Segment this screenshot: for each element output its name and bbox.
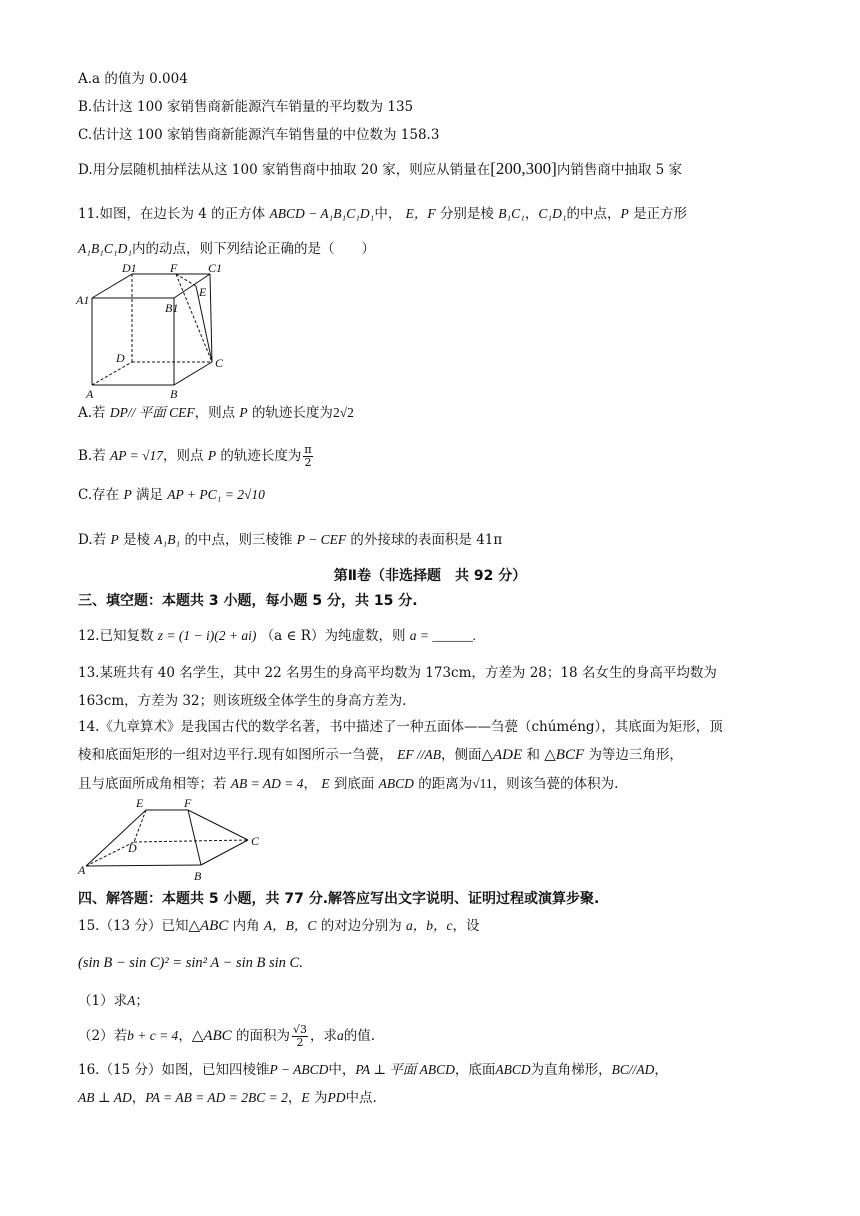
q11-point-p: P bbox=[123, 487, 132, 502]
q11-text: ，则点 bbox=[163, 448, 204, 464]
q11-text: A.若 bbox=[78, 405, 106, 421]
q15-line1 bbox=[78, 917, 480, 935]
q11-text: 是正方形 bbox=[633, 206, 688, 222]
cube-label: E bbox=[199, 285, 207, 299]
q11-text: B.若 bbox=[78, 448, 106, 464]
q15-text: 内角 bbox=[232, 918, 260, 934]
q12-text: （a ∈ R）为纯虚数，则 bbox=[260, 628, 406, 644]
fraction-denominator: 2 bbox=[296, 1036, 304, 1049]
q14-math: √11 bbox=[472, 776, 493, 791]
q16-text: 为直角梯形， bbox=[530, 1062, 612, 1078]
chumeng-label: F bbox=[184, 796, 192, 810]
q11-text: 分别是棱 bbox=[439, 206, 494, 222]
q11-option-c bbox=[78, 486, 265, 504]
q11-math: AP = √17 bbox=[110, 448, 164, 463]
chumeng-label: C bbox=[251, 834, 260, 848]
q11-line1 bbox=[78, 205, 687, 223]
q11-option-b bbox=[78, 444, 315, 469]
q15-math: a bbox=[337, 1028, 344, 1043]
q10-option-d bbox=[78, 160, 682, 179]
q16-text: 中点. bbox=[345, 1090, 377, 1106]
q14-text: 和 bbox=[526, 747, 540, 763]
cube-label: A1 bbox=[76, 293, 90, 307]
q14-math: EF //AB bbox=[397, 747, 441, 762]
q14-text: ，则该刍甍的体积为. bbox=[492, 776, 619, 792]
q15-math: △ABC bbox=[191, 1028, 232, 1044]
q15-part2 bbox=[78, 1024, 375, 1049]
q10-option-d-post: 内销售商中抽取 5 家 bbox=[556, 162, 682, 178]
cube-label: A bbox=[86, 387, 94, 401]
q15-math: A，B，C bbox=[263, 918, 317, 933]
section4-title: 四、解答题：本题共 5 小题，共 77 分.解答应写出文字说明、证明过程或演算步聚. bbox=[78, 891, 600, 907]
q12-math: z = (1 − i)(2 + ai) bbox=[157, 628, 257, 643]
q15-line2 bbox=[78, 954, 303, 972]
q14-math: △ADE bbox=[481, 747, 523, 763]
fraction bbox=[303, 444, 312, 469]
q15-text: 的面积为 bbox=[235, 1028, 290, 1044]
chumeng-label: A bbox=[78, 863, 86, 877]
q15-text: （1）求 bbox=[78, 993, 128, 1009]
q10-option-a: A.a 的值为 0.004 bbox=[78, 71, 188, 87]
q11-text: D.若 bbox=[78, 532, 107, 548]
chumeng-label: D bbox=[128, 841, 137, 855]
q16-math: P − ABCD bbox=[269, 1062, 329, 1077]
q14-line1: 14.《九章算术》是我国古代的数学名著，书中描述了一种五面体——刍甍（chúméng），其底面为矩形，顶 bbox=[78, 719, 723, 735]
cube-label: B bbox=[170, 387, 178, 401]
q15-text: ； bbox=[135, 993, 149, 1009]
q14-math: AB = AD = 4 bbox=[230, 776, 304, 791]
q11-text: 是棱 bbox=[122, 532, 150, 548]
q15-math: △ABC bbox=[188, 918, 229, 934]
part2-title: 第Ⅱ卷（非选择题 共 92 分） bbox=[333, 568, 527, 584]
cube-label: D bbox=[116, 351, 125, 365]
q15-text: 的对边分别为 bbox=[320, 918, 402, 934]
q10-option-d-pre: D.用分层随机抽样法从这 100 家销售商中抽取 20 家，则应从销量在 bbox=[78, 162, 491, 178]
cube-label: C1 bbox=[208, 262, 223, 275]
q15-text: 15.（13 分）已知 bbox=[78, 918, 189, 934]
q11-face-name: A₁B₁C₁D₁ bbox=[78, 241, 133, 256]
q11-text: 的中点， bbox=[566, 206, 621, 222]
q11-text: ， bbox=[524, 206, 539, 222]
q15-text: 的值. bbox=[343, 1028, 376, 1044]
cube-figure bbox=[72, 262, 242, 402]
q16-text: 为 bbox=[313, 1090, 328, 1106]
q13-line1: 13.某班共有 40 名学生，其中 22 名男生的身高平均数为 173cm，方差为 28；18 名女生的身高平均数为 bbox=[78, 665, 717, 681]
q11-points-ef: E，F bbox=[405, 206, 436, 221]
chumeng-label: E bbox=[136, 796, 144, 810]
q16-line1 bbox=[78, 1061, 668, 1079]
q16-text: ， bbox=[131, 1090, 146, 1106]
cube-label: D1 bbox=[122, 262, 137, 275]
q11-math: AP + PC₁ = 2√10 bbox=[167, 487, 265, 502]
q10-option-c: C.估计这 100 家销售商新能源汽车销售量的中位数为 158.3 bbox=[78, 127, 440, 143]
q13-line2: 163cm，方差为 32；则该班级全体学生的身高方差为. bbox=[78, 693, 407, 709]
q11-text: 中， bbox=[374, 206, 402, 222]
q10-option-b: B.估计这 100 家销售商新能源汽车销量的平均数为 135 bbox=[78, 99, 414, 115]
q14-text: 的距离为 bbox=[418, 776, 473, 792]
q11-option-d bbox=[78, 531, 502, 549]
q11-cube-name: ABCD − A₁B₁C₁D₁ bbox=[269, 206, 375, 221]
q14-text: 且与底面所成角相等；若 bbox=[78, 776, 227, 792]
q14-math: ABCD bbox=[378, 776, 414, 791]
q16-math: PD bbox=[327, 1090, 346, 1105]
q15-math: A bbox=[127, 993, 136, 1008]
q15-math: b + c = 4 bbox=[127, 1028, 179, 1043]
q15-equation: (sin B − sin C)² = sin² A − sin B sin C. bbox=[78, 955, 303, 971]
q11-text: C.存在 bbox=[78, 487, 120, 503]
q16-text: 16.（15 分）如图，已知四棱锥 bbox=[78, 1062, 270, 1078]
q11-text: 满足 bbox=[135, 487, 163, 503]
q11-math: P − CEF bbox=[296, 532, 347, 547]
fraction-numerator: π bbox=[304, 443, 312, 456]
q11-math: DP// 平面 CEF bbox=[109, 405, 195, 420]
q11-text: 的外接球的表面积是 41π bbox=[350, 532, 503, 548]
q11-edge-c1d1: C₁D₁ bbox=[538, 206, 567, 221]
q14-text: ， bbox=[303, 776, 318, 792]
q12 bbox=[78, 627, 476, 645]
q10-option-d-interval: [200,300] bbox=[490, 159, 557, 178]
q11-line2 bbox=[78, 240, 375, 258]
q16-math: AB ⊥ AD bbox=[78, 1090, 132, 1105]
q16-point-e: E bbox=[301, 1090, 310, 1105]
q11-point-p: P bbox=[207, 448, 217, 463]
q15-part1 bbox=[78, 992, 149, 1010]
q11-math: 2√2 bbox=[332, 405, 354, 420]
q11-edge: A₁B₁ bbox=[154, 532, 181, 547]
q15-text: ，求 bbox=[310, 1028, 337, 1044]
q11-point-p: P bbox=[620, 206, 629, 221]
q11-text: 的轨迹长度为 bbox=[251, 405, 333, 421]
q14-text: 棱和底面矩形的一组对边平行.现有如图所示一刍甍， bbox=[78, 747, 393, 763]
fraction-denominator: 2 bbox=[304, 456, 312, 469]
q11-text: 内的动点，则下列结论正确的是（ ） bbox=[132, 241, 376, 257]
q15-text: ，设 bbox=[452, 918, 480, 934]
q14-point-e: E bbox=[321, 776, 330, 791]
q12-text: 12.已知复数 bbox=[78, 628, 154, 644]
q11-option-a bbox=[78, 404, 354, 422]
q16-text: ， bbox=[654, 1062, 668, 1078]
chumeng-label: B bbox=[194, 869, 202, 883]
q15-text: （2）若 bbox=[78, 1028, 128, 1044]
q14-text: 为等边三角形， bbox=[588, 747, 683, 763]
q16-math: PA = AB = AD = 2BC = 2 bbox=[145, 1090, 288, 1105]
q16-text: ，底面 bbox=[454, 1062, 496, 1078]
q16-text: 中， bbox=[328, 1062, 356, 1078]
cube-label: F bbox=[170, 262, 178, 275]
q11-text: ，则点 bbox=[194, 405, 236, 421]
q11-point-p: P bbox=[110, 532, 119, 547]
cube-label: C bbox=[215, 356, 224, 370]
q14-line2 bbox=[78, 746, 683, 764]
q11-text: 的中点，则三棱锥 bbox=[184, 532, 293, 548]
q11-point-p: P bbox=[239, 405, 248, 420]
q12-blank: a = ______. bbox=[409, 628, 477, 643]
fraction-numerator: √3 bbox=[292, 1023, 307, 1036]
chumeng-figure bbox=[76, 796, 276, 884]
q11-text: 11.如图，在边长为 4 的正方体 bbox=[78, 206, 266, 222]
q16-math: BC//AD bbox=[611, 1062, 655, 1077]
q11-edge-b1c1: B₁C₁ bbox=[498, 206, 525, 221]
q11-text: 的轨迹长度为 bbox=[220, 448, 302, 464]
q16-math: PA ⊥ 平面 ABCD bbox=[355, 1062, 455, 1077]
q16-text: ， bbox=[287, 1090, 302, 1106]
q16-math: ABCD bbox=[495, 1062, 531, 1077]
section3-title: 三、填空题：本题共 3 小题，每小题 5 分，共 15 分. bbox=[78, 593, 418, 609]
q14-math: △BCF bbox=[544, 747, 585, 763]
cube-label: B1 bbox=[165, 301, 179, 315]
q14-line3 bbox=[78, 775, 618, 793]
q16-line2 bbox=[78, 1089, 377, 1107]
q14-text: 到底面 bbox=[333, 776, 375, 792]
q15-math: a，b，c bbox=[406, 918, 453, 933]
fraction bbox=[292, 1024, 308, 1049]
q15-text: ， bbox=[178, 1028, 192, 1044]
q14-text: ，侧面 bbox=[440, 747, 482, 763]
